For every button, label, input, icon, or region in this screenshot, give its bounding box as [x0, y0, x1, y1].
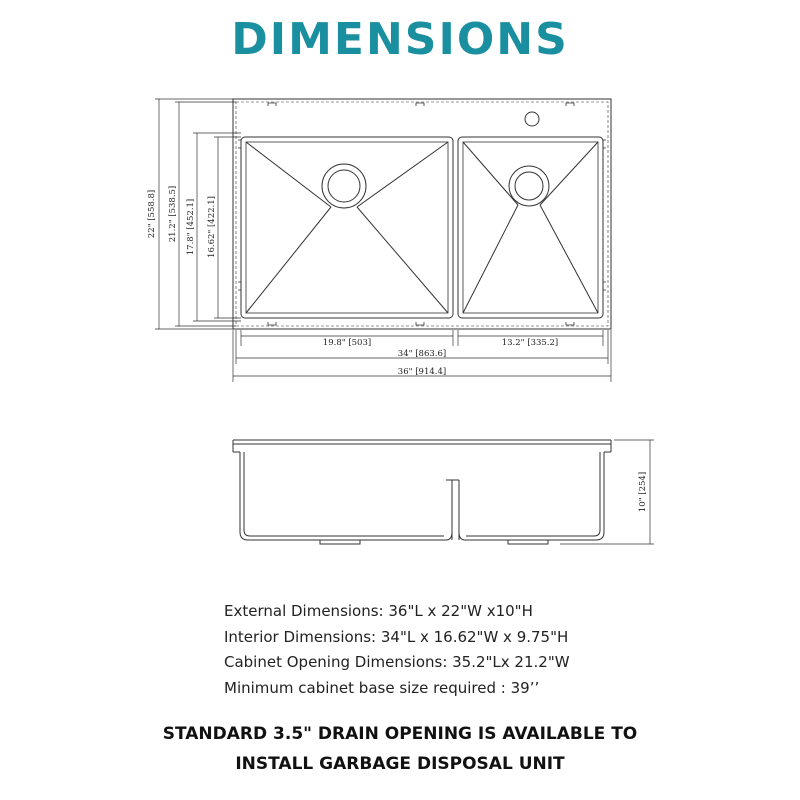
top-view-labels	[147, 186, 558, 377]
side-view	[233, 440, 654, 544]
dim-width-2-label: 21.2" [538.5]	[168, 185, 178, 243]
dim-right-bowl-label: 13.2" [335.2]	[501, 338, 559, 348]
dim-height-label: 10" [254]	[638, 471, 648, 513]
dim-overall-width-label: 22" [558.8]	[147, 189, 157, 239]
drain-note-line1: STANDARD 3.5" DRAIN OPENING IS AVAILABLE TO	[162, 724, 638, 744]
left-bowl-profile	[240, 452, 452, 540]
dim-interior-length-label: 34" [863.6]	[397, 349, 447, 359]
dim-width-3-label: 17.8" [452.1]	[186, 198, 196, 256]
drain-note	[0, 719, 800, 779]
drain-note-line2: INSTALL GARBAGE DISPOSAL UNIT	[235, 754, 565, 774]
dim-overall-length-label: 36" [914.4]	[397, 367, 447, 377]
right-bowl-profile	[459, 452, 604, 540]
spec-external: External Dimensions: 36"L x 22"W x10"H	[224, 602, 533, 620]
dim-bowl-width-label: 16.62" [422.1]	[207, 196, 217, 258]
page-title: DIMENSIONS	[231, 14, 569, 65]
spec-interior: Interior Dimensions: 34"L x 16.62"W x 9.75"H	[224, 627, 569, 646]
spec-cabinet: Cabinet Opening Dimensions: 35.2"Lx 21.2"W	[224, 653, 570, 671]
right-bowl	[458, 137, 603, 318]
faucet-hole	[525, 112, 539, 126]
dim-left-bowl-label: 19.8" [503]	[322, 338, 372, 348]
sink-inner-outline	[236, 102, 608, 326]
spec-minimum: Minimum cabinet base size required : 39’’	[224, 678, 540, 697]
specs-list	[224, 599, 744, 701]
sink-outline	[233, 99, 611, 329]
